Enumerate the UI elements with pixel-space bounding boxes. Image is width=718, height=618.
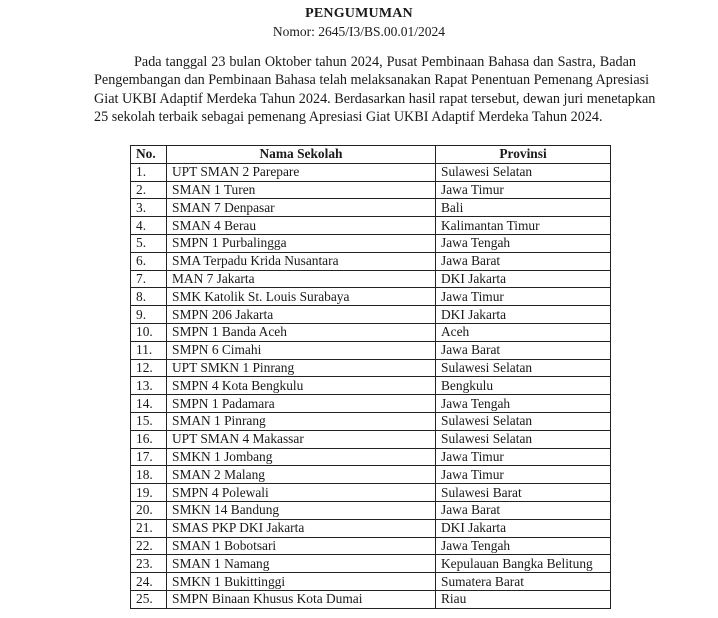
cell-province: Sulawesi Selatan (436, 163, 611, 181)
cell-no: 22. (131, 537, 167, 555)
cell-school-name: SMAN 1 Bobotsari (167, 537, 436, 555)
cell-school-name: SMKN 1 Jombang (167, 448, 436, 466)
table-row (131, 163, 611, 181)
paragraph-line: 25 sekolah terbaik sebagai pemenang Apresiasi Giat UKBI Adaptif Merdeka Tahun 2024. (94, 108, 603, 125)
cell-no: 3. (131, 199, 167, 217)
cell-province: Jawa Barat (436, 501, 611, 519)
table-row (131, 359, 611, 377)
cell-school-name: SMPN 1 Banda Aceh (167, 323, 436, 341)
cell-no: 8. (131, 288, 167, 306)
table-row (131, 412, 611, 430)
document-title: PENGUMUMAN (305, 6, 413, 21)
table-row (131, 199, 611, 217)
cell-no: 5. (131, 234, 167, 252)
cell-school-name: SMAN 1 Turen (167, 181, 436, 199)
document-number: Nomor: 2645/I3/BS.00.01/2024 (272, 24, 446, 39)
cell-school-name: SMPN Binaan Khusus Kota Dumai (167, 590, 436, 608)
table-row (131, 448, 611, 466)
table-row (131, 181, 611, 199)
cell-no: 2. (131, 181, 167, 199)
cell-no: 21. (131, 519, 167, 537)
cell-province: Jawa Timur (436, 288, 611, 306)
cell-no: 9. (131, 306, 167, 324)
header-school-name: Nama Sekolah (167, 146, 436, 164)
table-row (131, 501, 611, 519)
cell-province: Jawa Tengah (436, 234, 611, 252)
winners-table (130, 145, 611, 609)
cell-school-name: UPT SMAN 2 Parepare (167, 163, 436, 181)
cell-no: 14. (131, 395, 167, 413)
cell-school-name: UPT SMKN 1 Pinrang (167, 359, 436, 377)
table-row (131, 573, 611, 591)
cell-no: 4. (131, 217, 167, 235)
table-row (131, 466, 611, 484)
table-row (131, 537, 611, 555)
cell-province: Riau (436, 590, 611, 608)
cell-school-name: SMAS PKP DKI Jakarta (167, 519, 436, 537)
table-row (131, 430, 611, 448)
table-row (131, 252, 611, 270)
cell-school-name: MAN 7 Jakarta (167, 270, 436, 288)
table-row (131, 377, 611, 395)
cell-province: Sulawesi Selatan (436, 359, 611, 377)
paragraph-line: Pada tanggal 23 bulan Oktober tahun 2024, Pusat Pembinaan Bahasa dan Sastra, Badan (134, 54, 636, 70)
cell-province: DKI Jakarta (436, 270, 611, 288)
cell-province: Jawa Barat (436, 252, 611, 270)
cell-province: Jawa Tengah (436, 537, 611, 555)
paragraph-line: Pengembangan dan Pembinaan Bahasa telah melaksanakan Rapat Penentuan Pemenang Apresiasi (94, 72, 650, 89)
cell-school-name: SMPN 4 Kota Bengkulu (167, 377, 436, 395)
table-header-row (131, 146, 611, 164)
table-body (131, 163, 611, 608)
cell-school-name: SMPN 1 Padamara (167, 395, 436, 413)
cell-school-name: SMA Terpadu Krida Nusantara (167, 252, 436, 270)
cell-no: 20. (131, 501, 167, 519)
cell-no: 13. (131, 377, 167, 395)
header-province: Provinsi (436, 146, 611, 164)
cell-school-name: SMAN 4 Berau (167, 217, 436, 235)
cell-province: Sumatera Barat (436, 573, 611, 591)
cell-school-name: SMK Katolik St. Louis Surabaya (167, 288, 436, 306)
table-row (131, 590, 611, 608)
cell-school-name: SMPN 1 Purbalingga (167, 234, 436, 252)
cell-school-name: UPT SMAN 4 Makassar (167, 430, 436, 448)
cell-no: 16. (131, 430, 167, 448)
cell-no: 19. (131, 484, 167, 502)
cell-no: 10. (131, 323, 167, 341)
paragraph-line: Giat UKBI Adaptif Merdeka Tahun 2024. Berdasarkan hasil rapat tersebut, dewan juri menetapkan (94, 90, 656, 107)
cell-no: 18. (131, 466, 167, 484)
table-row (131, 519, 611, 537)
cell-no: 12. (131, 359, 167, 377)
cell-school-name: SMAN 2 Malang (167, 466, 436, 484)
cell-school-name: SMKN 14 Bandung (167, 501, 436, 519)
cell-school-name: SMKN 1 Bukittinggi (167, 573, 436, 591)
table-row (131, 288, 611, 306)
cell-no: 6. (131, 252, 167, 270)
cell-no: 25. (131, 590, 167, 608)
table-row (131, 341, 611, 359)
table-row (131, 306, 611, 324)
cell-province: DKI Jakarta (436, 519, 611, 537)
cell-no: 24. (131, 573, 167, 591)
cell-school-name: SMAN 7 Denpasar (167, 199, 436, 217)
cell-school-name: SMPN 4 Polewali (167, 484, 436, 502)
cell-province: Jawa Barat (436, 341, 611, 359)
cell-province: Sulawesi Selatan (436, 412, 611, 430)
table-row (131, 270, 611, 288)
cell-province: Jawa Timur (436, 466, 611, 484)
table-row (131, 234, 611, 252)
cell-school-name: SMAN 1 Namang (167, 555, 436, 573)
cell-province: Sulawesi Selatan (436, 430, 611, 448)
cell-province: DKI Jakarta (436, 306, 611, 324)
cell-province: Kepulauan Bangka Belitung (436, 555, 611, 573)
cell-school-name: SMAN 1 Pinrang (167, 412, 436, 430)
cell-province: Bali (436, 199, 611, 217)
cell-province: Jawa Tengah (436, 395, 611, 413)
cell-no: 17. (131, 448, 167, 466)
announcement-paragraph (94, 53, 656, 126)
cell-province: Sulawesi Barat (436, 484, 611, 502)
cell-no: 1. (131, 163, 167, 181)
cell-no: 7. (131, 270, 167, 288)
cell-no: 23. (131, 555, 167, 573)
header-no: No. (131, 146, 167, 164)
table-row (131, 484, 611, 502)
cell-province: Aceh (436, 323, 611, 341)
cell-province: Bengkulu (436, 377, 611, 395)
table-row (131, 217, 611, 235)
cell-province: Jawa Timur (436, 181, 611, 199)
cell-no: 11. (131, 341, 167, 359)
table-row (131, 555, 611, 573)
cell-province: Kalimantan Timur (436, 217, 611, 235)
table-row (131, 395, 611, 413)
table-row (131, 323, 611, 341)
cell-school-name: SMPN 6 Cimahi (167, 341, 436, 359)
cell-school-name: SMPN 206 Jakarta (167, 306, 436, 324)
cell-province: Jawa Timur (436, 448, 611, 466)
cell-no: 15. (131, 412, 167, 430)
